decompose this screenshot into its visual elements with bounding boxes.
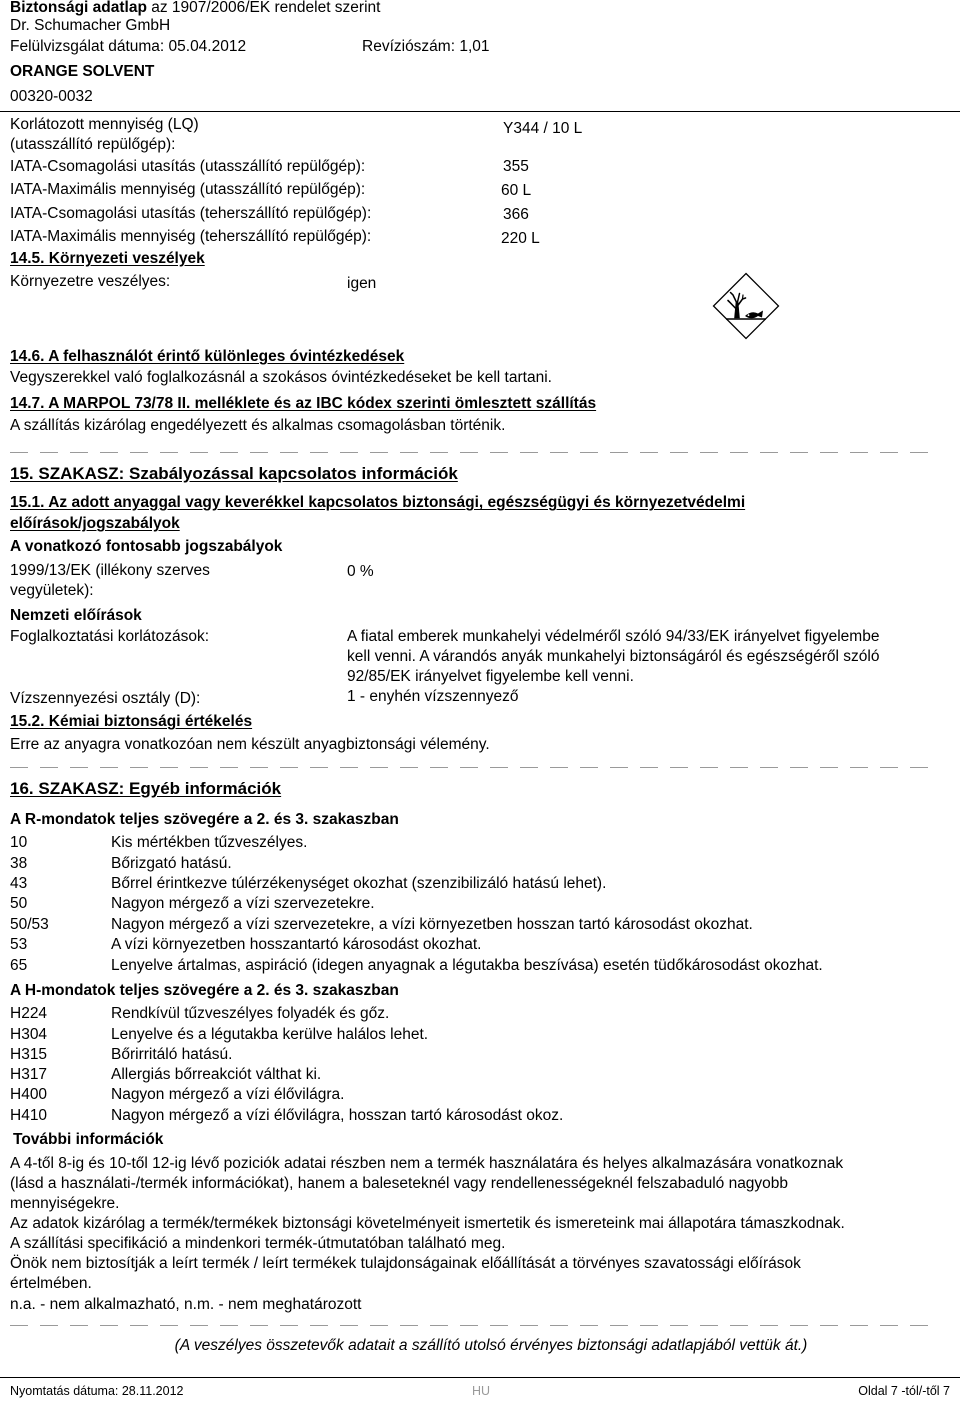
- further-info-line: A 4-től 8-ig és 10-től 12-ig lévő poziciók adatai részben nem a termék használatára és helyes alkalmazására vonatkoznak: [10, 1155, 844, 1172]
- h-phrases-heading: A H-mondatok teljes szövegére a 2. és 3. szakaszban: [10, 982, 399, 999]
- r-phrase-text: Kis mértékben tűzveszélyes.: [111, 834, 308, 851]
- r-phrase-code: 43: [10, 875, 28, 892]
- r-phrase-text: Lenyelve ártalmas, aspiráció (idegen anyagnak a légutakba beszívása) esetén tüdőkárosodást okozhat.: [111, 957, 823, 974]
- user-precautions-heading: 14.6. A felhasználót érintő különleges óvintézkedések: [10, 348, 405, 365]
- water-hazard-label: Vízszennyezési osztály (D):: [10, 690, 201, 707]
- document-title: [10, 0, 380, 17]
- product-code: 00320-0032: [10, 88, 93, 105]
- chemical-safety-heading: 15.2. Kémiai biztonsági értékelés: [10, 713, 253, 730]
- env-hazards-heading: 14.5. Környezeti veszélyek: [10, 250, 205, 267]
- footer-rule: [0, 1377, 960, 1378]
- iata-label: IATA-Maximális mennyiség (utasszállító repülőgép):: [10, 181, 366, 198]
- h-phrase-code: H400: [10, 1086, 48, 1103]
- voc-label-line-1: 1999/13/EK (illékony szerves: [10, 562, 210, 579]
- section-16-heading: 16. SZAKASZ: Egyéb információk: [10, 779, 282, 798]
- env-hazard-value: igen: [347, 275, 377, 292]
- r-phrase-text: Nagyon mérgező a vízi szervezetekre.: [111, 895, 375, 912]
- further-info-line: mennyiségekre.: [10, 1195, 120, 1212]
- national-regulations-heading: Nemzeti előírások: [10, 607, 142, 624]
- iata-label: IATA-Csomagolási utasítás (utasszállító repülőgép):: [10, 158, 366, 175]
- employment-restrictions-line-3: 92/85/EK irányelvet figyelembe kell venni.: [347, 668, 634, 685]
- env-hazard-label: Környezetre veszélyes:: [10, 273, 171, 290]
- h-phrase-code: H317: [10, 1066, 48, 1083]
- iata-value: 366: [503, 206, 529, 223]
- user-precautions-text: Vegyszerekkel való foglalkozásnál a szokásos óvintézkedéseket be kell tartani.: [10, 369, 552, 386]
- iata-label: IATA-Maximális mennyiség (teherszállító repülőgép):: [10, 228, 372, 245]
- h-phrase-code: H315: [10, 1046, 48, 1063]
- header-rule: [0, 111, 960, 112]
- h-phrase-text: Rendkívül tűzveszélyes folyadék és gőz.: [111, 1005, 390, 1022]
- further-info-line: Önök nem biztosítják a leírt termék / leírt termékek tulajdonságainak előállítását a törvényes szavatossági előírások: [10, 1255, 801, 1272]
- h-phrase-text: Allergiás bőrreakciót válthat ki.: [111, 1066, 322, 1083]
- r-phrase-text: Bőrizgató hatású.: [111, 855, 232, 872]
- bulk-transport-text: A szállítás kizárólag engedélyezett és alkalmas csomagolásban történik.: [10, 417, 506, 434]
- eu-regulations-heading: A vonatkozó fontosabb jogszabályok: [10, 538, 283, 555]
- r-phrase-text: Nagyon mérgező a vízi szervezetekre, a vízi környezetben hosszan tartó károsodást okozhat.: [111, 916, 753, 933]
- r-phrase-text: Bőrrel érintkezve túlérzékenységet okozhat (szenzibilizáló hatású lehet).: [111, 875, 607, 892]
- lq-value: Y344 / 10 L: [503, 120, 583, 137]
- disclaimer-note: (A veszélyes összetevők adatait a szállító utolsó érvényes biztonsági adatlapjából vettük át.): [174, 1337, 808, 1354]
- further-info-line: értelmében.: [10, 1275, 92, 1292]
- water-hazard-value: 1 - enyhén vízszennyező: [347, 688, 519, 705]
- section-15-1-heading-line-2: előírások/jogszabályok: [10, 515, 180, 532]
- page-number: Oldal 7 -tól/-től 7: [858, 1384, 950, 1398]
- further-info-line: A szállítási specifikáció a mindenkori termék-útmutatóban található meg.: [10, 1235, 506, 1252]
- voc-label-line-2: vegyületek):: [10, 582, 94, 599]
- section-separator: [10, 452, 935, 453]
- h-phrase-text: Nagyon mérgező a vízi élővilágra, hosszan tartó károsodást okoz.: [111, 1107, 564, 1124]
- document-title-bold: Biztonsági adatlap: [10, 0, 147, 16]
- revision-number: Revíziószám: 1,01: [362, 38, 490, 55]
- document-title-rest: az 1907/2006/EK rendelet szerint: [151, 0, 381, 16]
- lq-label-line-1: Korlátozott mennyiség (LQ): [10, 116, 199, 133]
- further-info-line: n.a. - nem alkalmazható, n.m. - nem meghatározott: [10, 1296, 362, 1313]
- company-name: Dr. Schumacher GmbH: [10, 17, 171, 34]
- r-phrase-code: 53: [10, 936, 28, 953]
- r-phrase-code: 65: [10, 957, 28, 974]
- r-phrase-code: 10: [10, 834, 28, 851]
- voc-value: 0 %: [347, 563, 374, 580]
- r-phrase-code: 50/53: [10, 916, 49, 933]
- r-phrases-heading: A R-mondatok teljes szövegére a 2. és 3. szakaszban: [10, 811, 399, 828]
- employment-restrictions-line-1: A fiatal emberek munkahelyi védelméről szóló 94/33/EK irányelvet figyelembe: [347, 628, 880, 645]
- employment-restrictions-label: Foglalkoztatási korlátozások:: [10, 628, 210, 645]
- h-phrase-code: H304: [10, 1026, 48, 1043]
- print-date: Nyomtatás dátuma: 28.11.2012: [10, 1384, 184, 1398]
- section-15-1-heading-line-1: 15.1. Az adott anyaggal vagy keverékkel kapcsolatos biztonsági, egészségügyi és környezetvédelmi: [10, 494, 746, 511]
- bulk-transport-heading: 14.7. A MARPOL 73/78 II. melléklete és az IBC kódex szerinti ömlesztett szállítás: [10, 395, 597, 412]
- employment-restrictions-line-2: kell venni. A várandós anyák munkahelyi biztonságáról és egészségéről szóló: [347, 648, 880, 665]
- pictogram-diamond: [714, 274, 779, 339]
- further-info-heading: További információk: [13, 1131, 164, 1148]
- iata-value: 60 L: [501, 182, 532, 199]
- h-phrase-text: Nagyon mérgező a vízi élővilágra.: [111, 1086, 345, 1103]
- language-code: HU: [472, 1384, 491, 1398]
- iata-label: IATA-Csomagolási utasítás (teherszállító repülőgép):: [10, 205, 372, 222]
- further-info-line: (lásd a használati-/termék információkat), hanem a baleseteknél vagy rendellenességeknél felszabaduló nagyobb: [10, 1175, 789, 1192]
- chemical-safety-text: Erre az anyagra vonatkozóan nem készült anyagbiztonsági vélemény.: [10, 736, 490, 753]
- section-separator: [10, 767, 935, 768]
- h-phrase-code: H224: [10, 1005, 48, 1022]
- section-15-heading: 15. SZAKASZ: Szabályozással kapcsolatos információk: [10, 464, 458, 483]
- iata-value: 355: [503, 158, 529, 175]
- section-separator: [10, 1325, 935, 1326]
- further-info-line: Az adatok kizárólag a termék/termékek biztonsági követelményeit ismertetik és ismereteink mai állapotára támaszkodnak.: [10, 1215, 845, 1232]
- h-phrase-text: Bőrirritáló hatású.: [111, 1046, 233, 1063]
- revision-date: Felülvizsgálat dátuma: 05.04.2012: [10, 38, 247, 55]
- lq-label-line-2: (utasszállító repülőgép):: [10, 136, 176, 153]
- iata-value: 220 L: [501, 230, 540, 247]
- h-phrase-text: Lenyelve és a légutakba kerülve halálos lehet.: [111, 1026, 429, 1043]
- r-phrase-text: A vízi környezetben hosszantartó károsodást okozhat.: [111, 936, 482, 953]
- r-phrase-code: 50: [10, 895, 28, 912]
- environment-hazard-icon: [712, 272, 780, 340]
- r-phrase-code: 38: [10, 855, 28, 872]
- product-name: ORANGE SOLVENT: [10, 63, 155, 80]
- h-phrase-code: H410: [10, 1107, 48, 1124]
